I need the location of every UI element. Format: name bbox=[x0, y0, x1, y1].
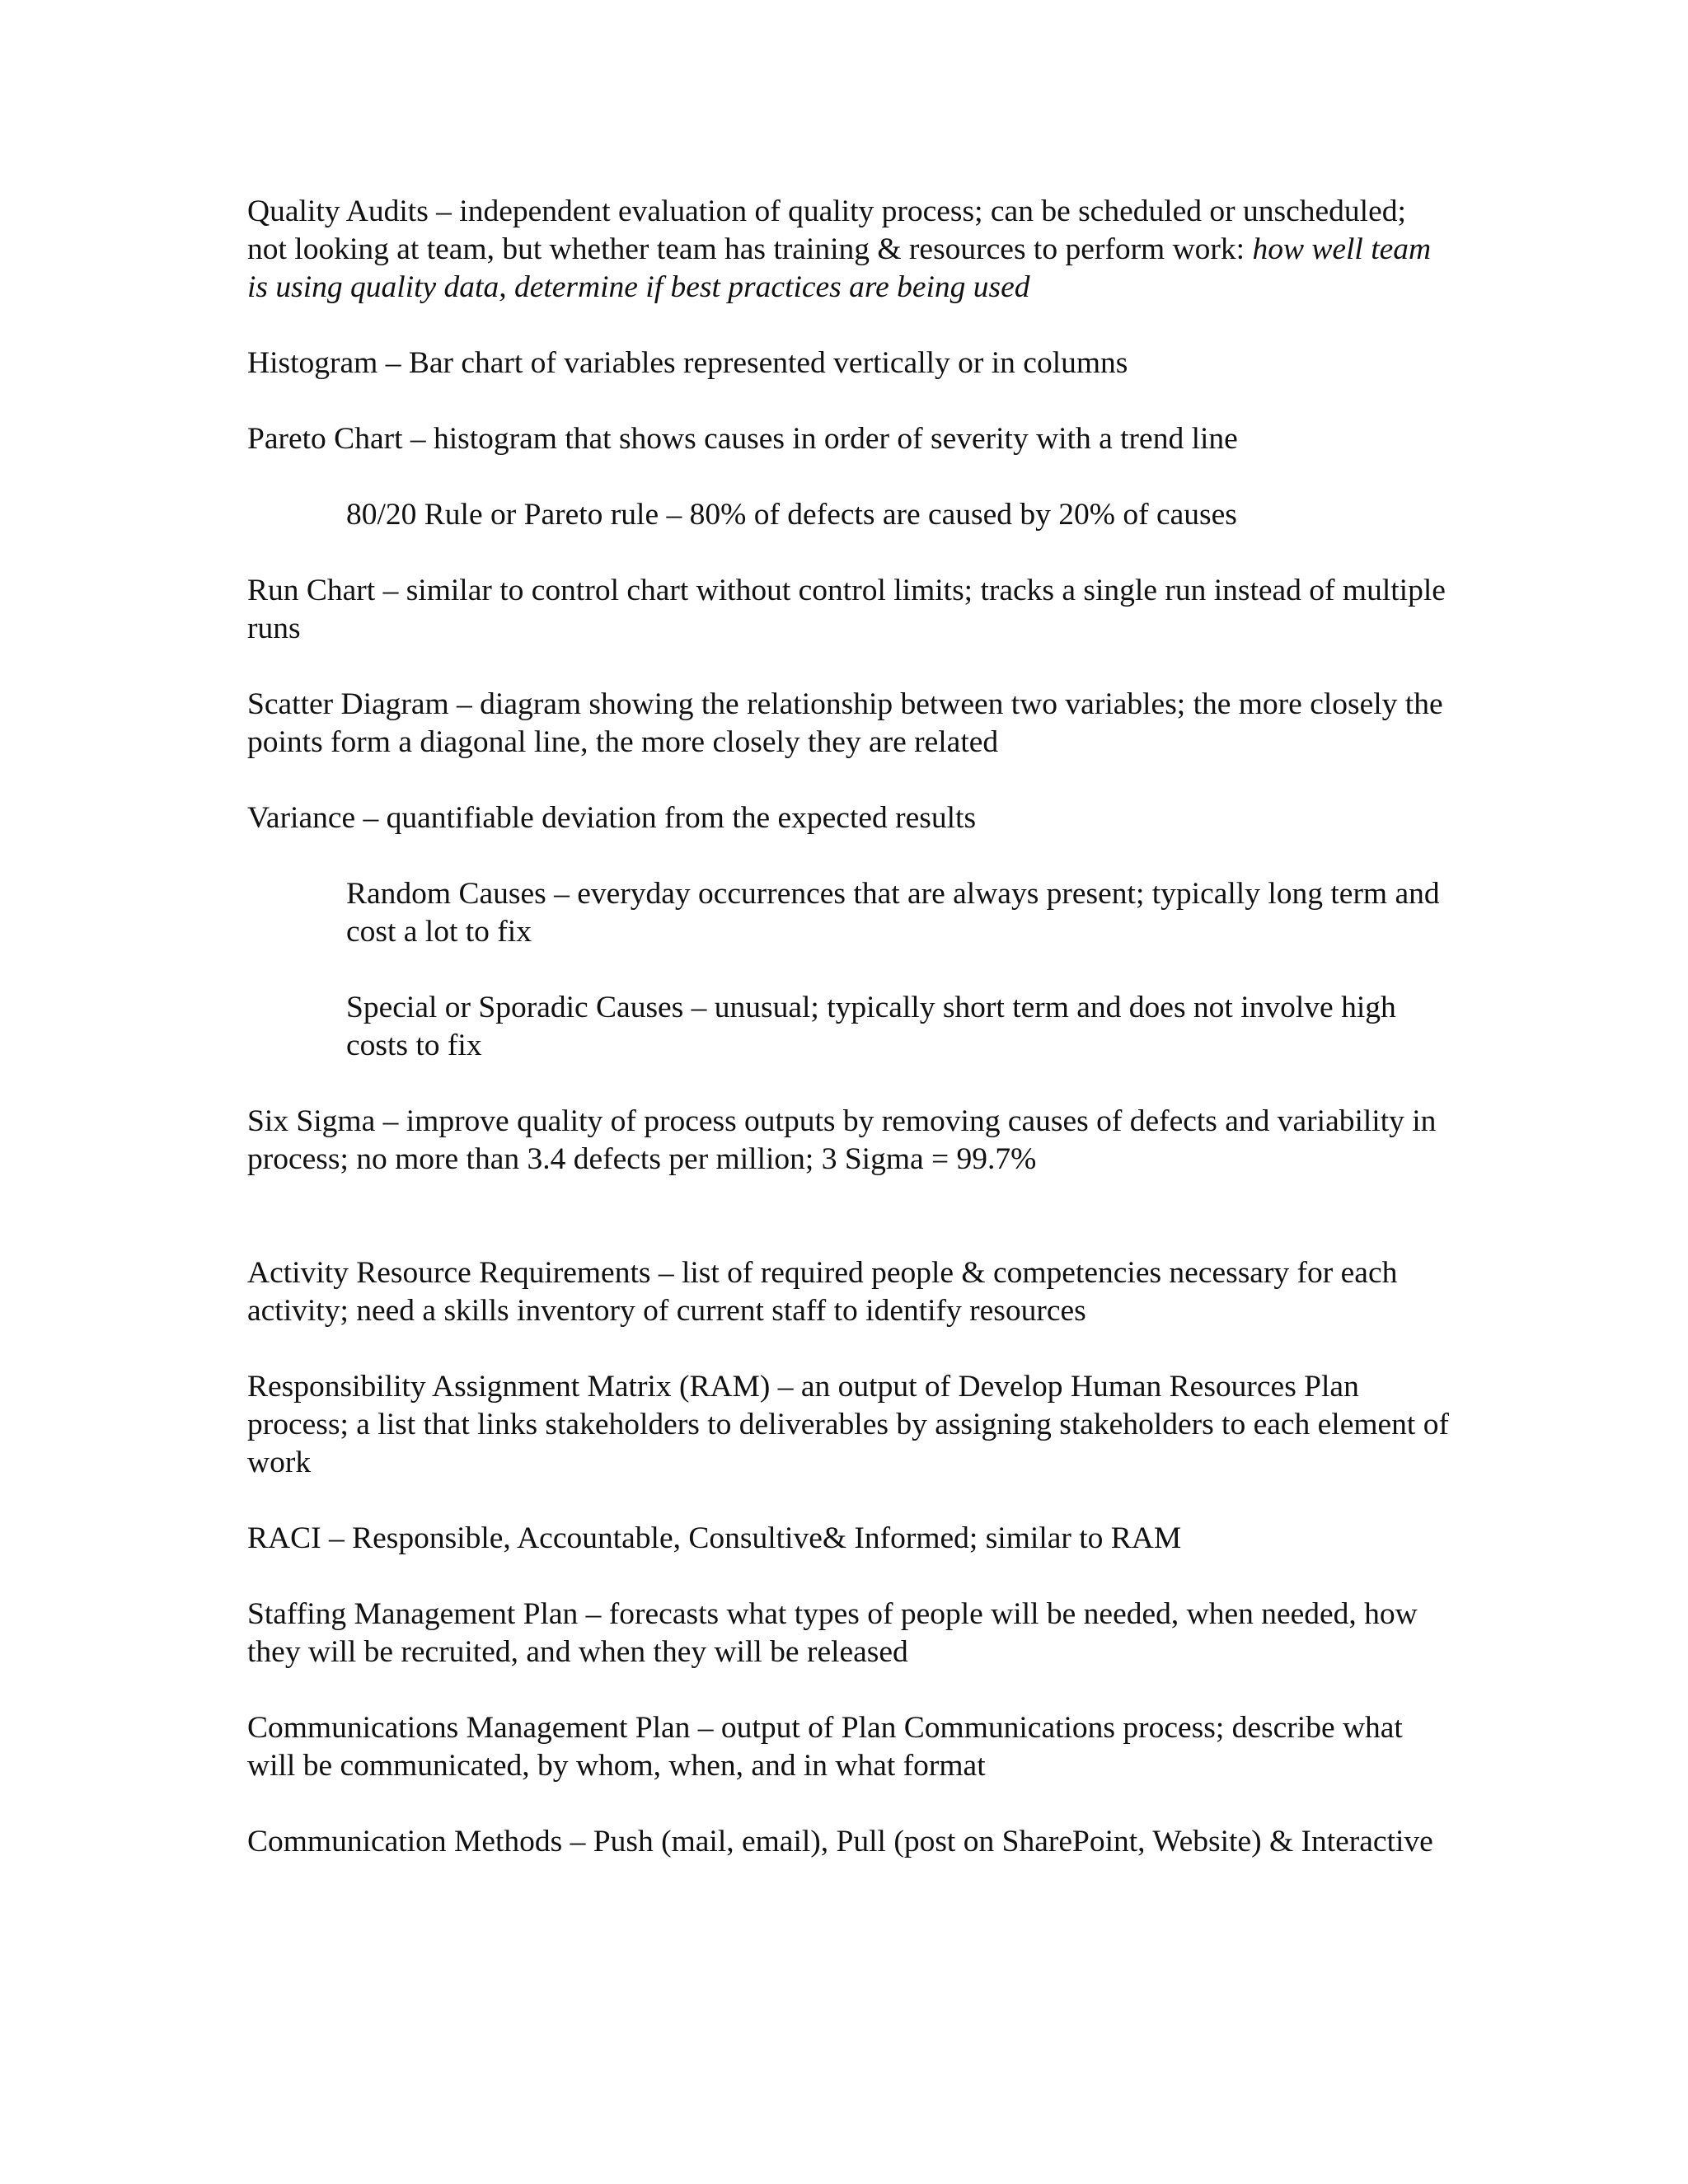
paragraph-raci: RACI – Responsible, Accountable, Consultive& Informed; similar to RAM bbox=[247, 1521, 1182, 1555]
paragraph-histogram: Histogram – Bar chart of variables represented vertically or in columns bbox=[247, 346, 1128, 380]
paragraph-text: Quality Audits – independent evaluation of quality process; can be scheduled or unscheduled; not looking at team, but whether team has training & resources to perform work: bbox=[247, 194, 1406, 266]
paragraph-communication-methods: Communication Methods – Push (mail, email), Pull (post on SharePoint, Website) & Interactive bbox=[247, 1825, 1433, 1858]
document-body bbox=[247, 193, 1451, 1861]
paragraph-ram: Responsibility Assignment Matrix (RAM) – an output of Develop Human Resources Plan process; a list that links stakeholders to deliverables by assigning stakeholders to each element of work bbox=[247, 1370, 1449, 1479]
paragraph-activity-resource-requirements: Activity Resource Requirements – list of required people & competencies necessary for each activity; need a skills inventory of current staff to identify resources bbox=[247, 1256, 1398, 1328]
paragraph-pareto-rule: 80/20 Rule or Pareto rule – 80% of defects are caused by 20% of causes bbox=[346, 498, 1237, 532]
paragraph-random-causes: Random Causes – everyday occurrences that are always present; typically long term and cost a lot to fix bbox=[346, 877, 1440, 949]
paragraph-staffing-management-plan: Staffing Management Plan – forecasts what types of people will be needed, when needed, how they will be recruited, and when they will be released bbox=[247, 1597, 1418, 1669]
paragraph-special-causes: Special or Sporadic Causes – unusual; typically short term and does not involve high costs to fix bbox=[346, 991, 1396, 1062]
paragraph-scatter-diagram: Scatter Diagram – diagram showing the relationship between two variables; the more closely the points form a diagonal line, the more closely they are related bbox=[247, 687, 1443, 759]
paragraph-quality-audits bbox=[247, 193, 1451, 307]
paragraph-italic-text: how well team is using quality data, determine if best practices are being used bbox=[247, 232, 1432, 304]
paragraph-pareto-chart: Pareto Chart – histogram that shows causes in order of severity with a trend line bbox=[247, 422, 1238, 456]
paragraph-run-chart: Run Chart – similar to control chart without control limits; tracks a single run instead of multiple runs bbox=[247, 574, 1446, 645]
paragraph-six-sigma: Six Sigma – improve quality of process outputs by removing causes of defects and variability in process; no more than 3.4 defects per million; 3 Sigma = 99.7% bbox=[247, 1104, 1437, 1176]
paragraph-variance: Variance – quantifiable deviation from the expected results bbox=[247, 801, 977, 835]
paragraph-communications-management-plan: Communications Management Plan – output of Plan Communications process; describe what will be communicated, by whom, when, and in what format bbox=[247, 1711, 1403, 1783]
